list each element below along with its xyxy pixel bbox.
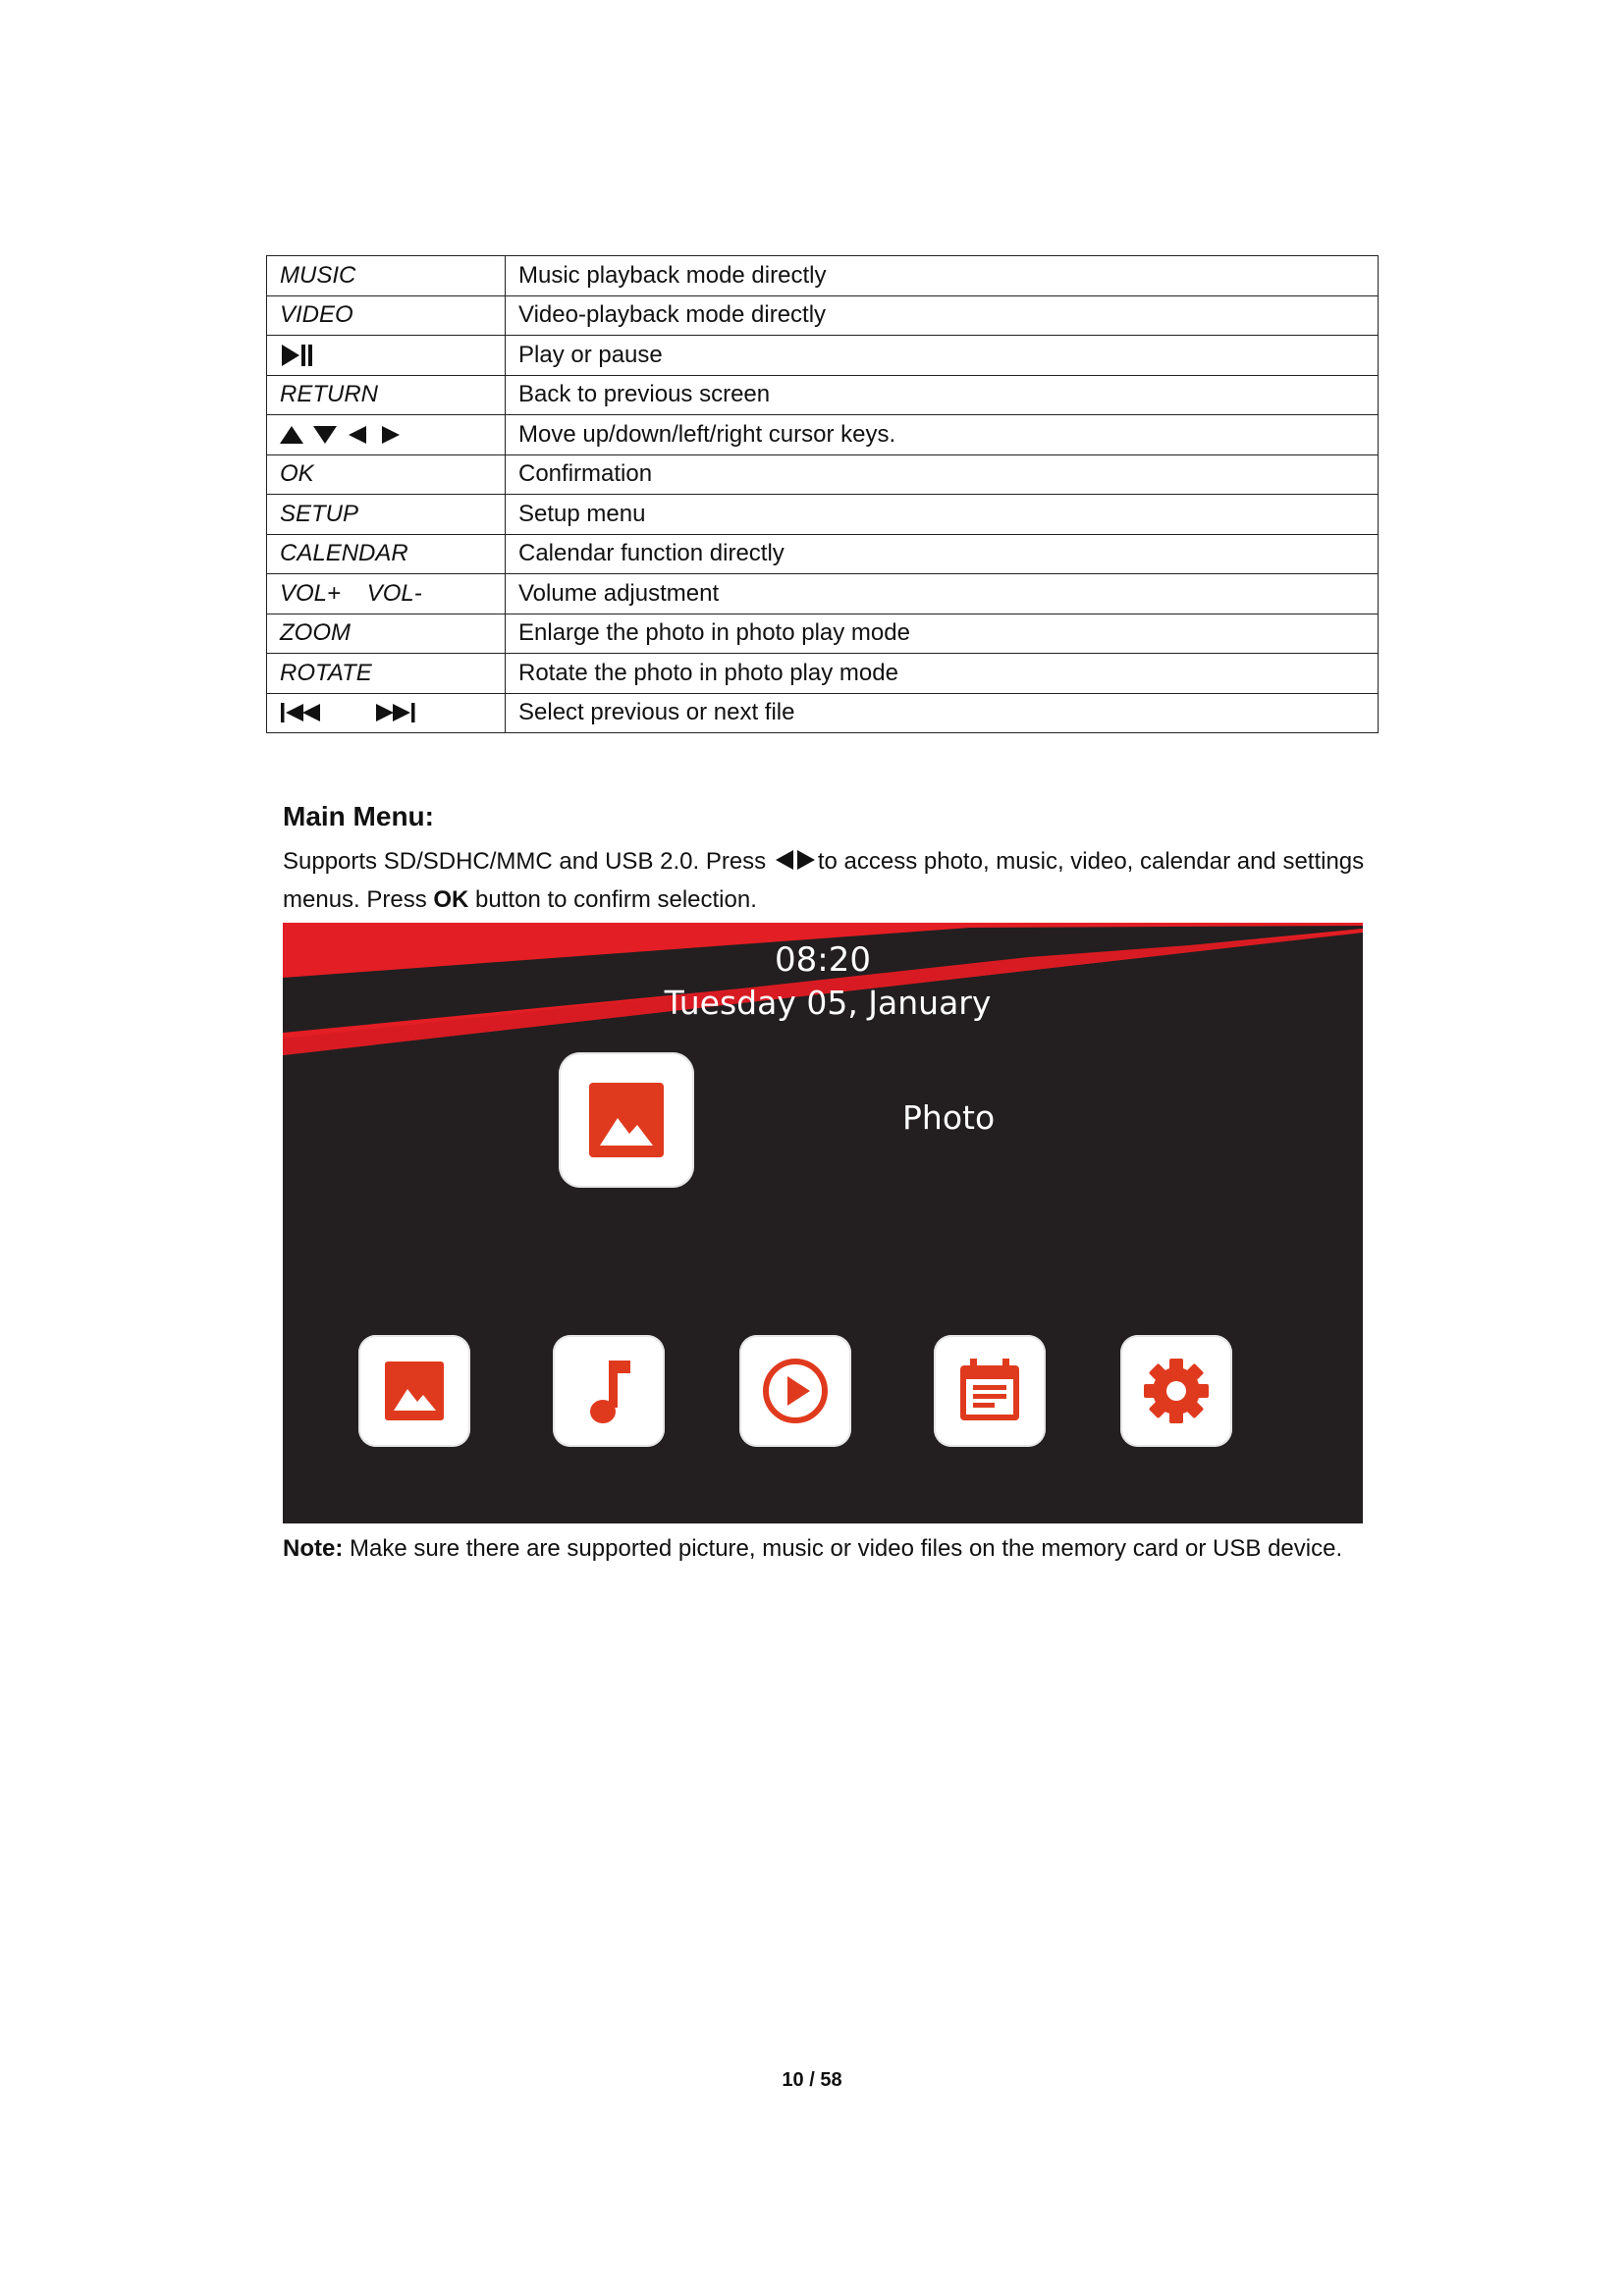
key-description: Move up/down/left/right cursor keys. xyxy=(506,415,1379,455)
key-name: CALENDAR xyxy=(267,534,506,574)
key-description: Back to previous screen xyxy=(506,375,1379,415)
key-description: Music playback mode directly xyxy=(506,256,1379,296)
table-row xyxy=(267,415,1379,455)
key-description: Play or pause xyxy=(506,336,1379,376)
table-row xyxy=(267,534,1379,574)
paragraph-text: Supports SD/SDHC/MMC and USB 2.0. Press xyxy=(283,848,767,875)
arrow-keys-icon xyxy=(280,424,407,446)
paragraph-text: button to confirm selection. xyxy=(468,886,757,913)
photo-menu-button[interactable] xyxy=(358,1335,470,1447)
key-name: RETURN xyxy=(267,375,506,415)
key-name: VOL+ VOL- xyxy=(267,574,506,614)
key-description: Rotate the photo in photo play mode xyxy=(506,654,1379,694)
key-name: VIDEO xyxy=(267,295,506,336)
key-name xyxy=(267,693,506,733)
table-row xyxy=(267,336,1379,376)
music-icon xyxy=(553,1335,665,1447)
main-menu-paragraph xyxy=(283,842,1373,919)
key-description: Video-playback mode directly xyxy=(506,295,1379,336)
page-number: 10 / 58 xyxy=(782,2069,842,2091)
table-row xyxy=(267,614,1379,654)
video-menu-button[interactable] xyxy=(739,1335,851,1447)
photo-icon xyxy=(358,1335,470,1447)
table-row xyxy=(267,574,1379,614)
key-name xyxy=(267,336,506,376)
note-text: Make sure there are supported picture, music or video files on the memory card or USB device. xyxy=(343,1535,1343,1562)
calendar-icon xyxy=(934,1335,1046,1447)
key-description: Confirmation xyxy=(506,454,1379,495)
table-row xyxy=(267,454,1379,495)
table-row xyxy=(267,295,1379,336)
remote-key-table xyxy=(266,255,1379,733)
main-menu-screenshot xyxy=(283,923,1363,1523)
table-row xyxy=(267,256,1379,296)
ok-label: OK xyxy=(433,886,469,913)
key-name xyxy=(267,415,506,455)
key-description: Select previous or next file xyxy=(506,693,1379,733)
photo-icon xyxy=(559,1052,694,1188)
video-icon xyxy=(739,1335,851,1447)
calendar-menu-button[interactable] xyxy=(934,1335,1046,1447)
key-name: MUSIC xyxy=(267,256,506,296)
selected-item-label: Photo xyxy=(902,1098,996,1137)
note-paragraph xyxy=(283,1529,1373,1568)
table-row xyxy=(267,693,1379,733)
clock-date: Tuesday 05, January xyxy=(664,984,992,1022)
paragraph-text: to access photo, music, video, calendar and settings menus. Press xyxy=(283,848,1365,913)
table-row xyxy=(267,375,1379,415)
selected-photo-tile[interactable] xyxy=(559,1052,694,1188)
key-description: Enlarge the photo in photo play mode xyxy=(506,614,1379,654)
settings-menu-button[interactable] xyxy=(1120,1335,1232,1447)
key-name: SETUP xyxy=(267,495,506,535)
key-description: Volume adjustment xyxy=(506,574,1379,614)
key-name: ZOOM xyxy=(267,614,506,654)
key-name: ROTATE xyxy=(267,654,506,694)
key-name: OK xyxy=(267,454,506,495)
key-description: Setup menu xyxy=(506,495,1379,535)
settings-icon xyxy=(1120,1335,1232,1447)
prev-next-icon xyxy=(280,701,427,724)
clock-time: 08:20 xyxy=(775,940,871,980)
key-description: Calendar function directly xyxy=(506,534,1379,574)
play-pause-icon xyxy=(280,343,315,368)
music-menu-button[interactable] xyxy=(553,1335,665,1447)
table-row xyxy=(267,654,1379,694)
section-heading: Main Menu: xyxy=(283,801,434,831)
note-label: Note: xyxy=(283,1535,344,1562)
table-row xyxy=(267,495,1379,535)
